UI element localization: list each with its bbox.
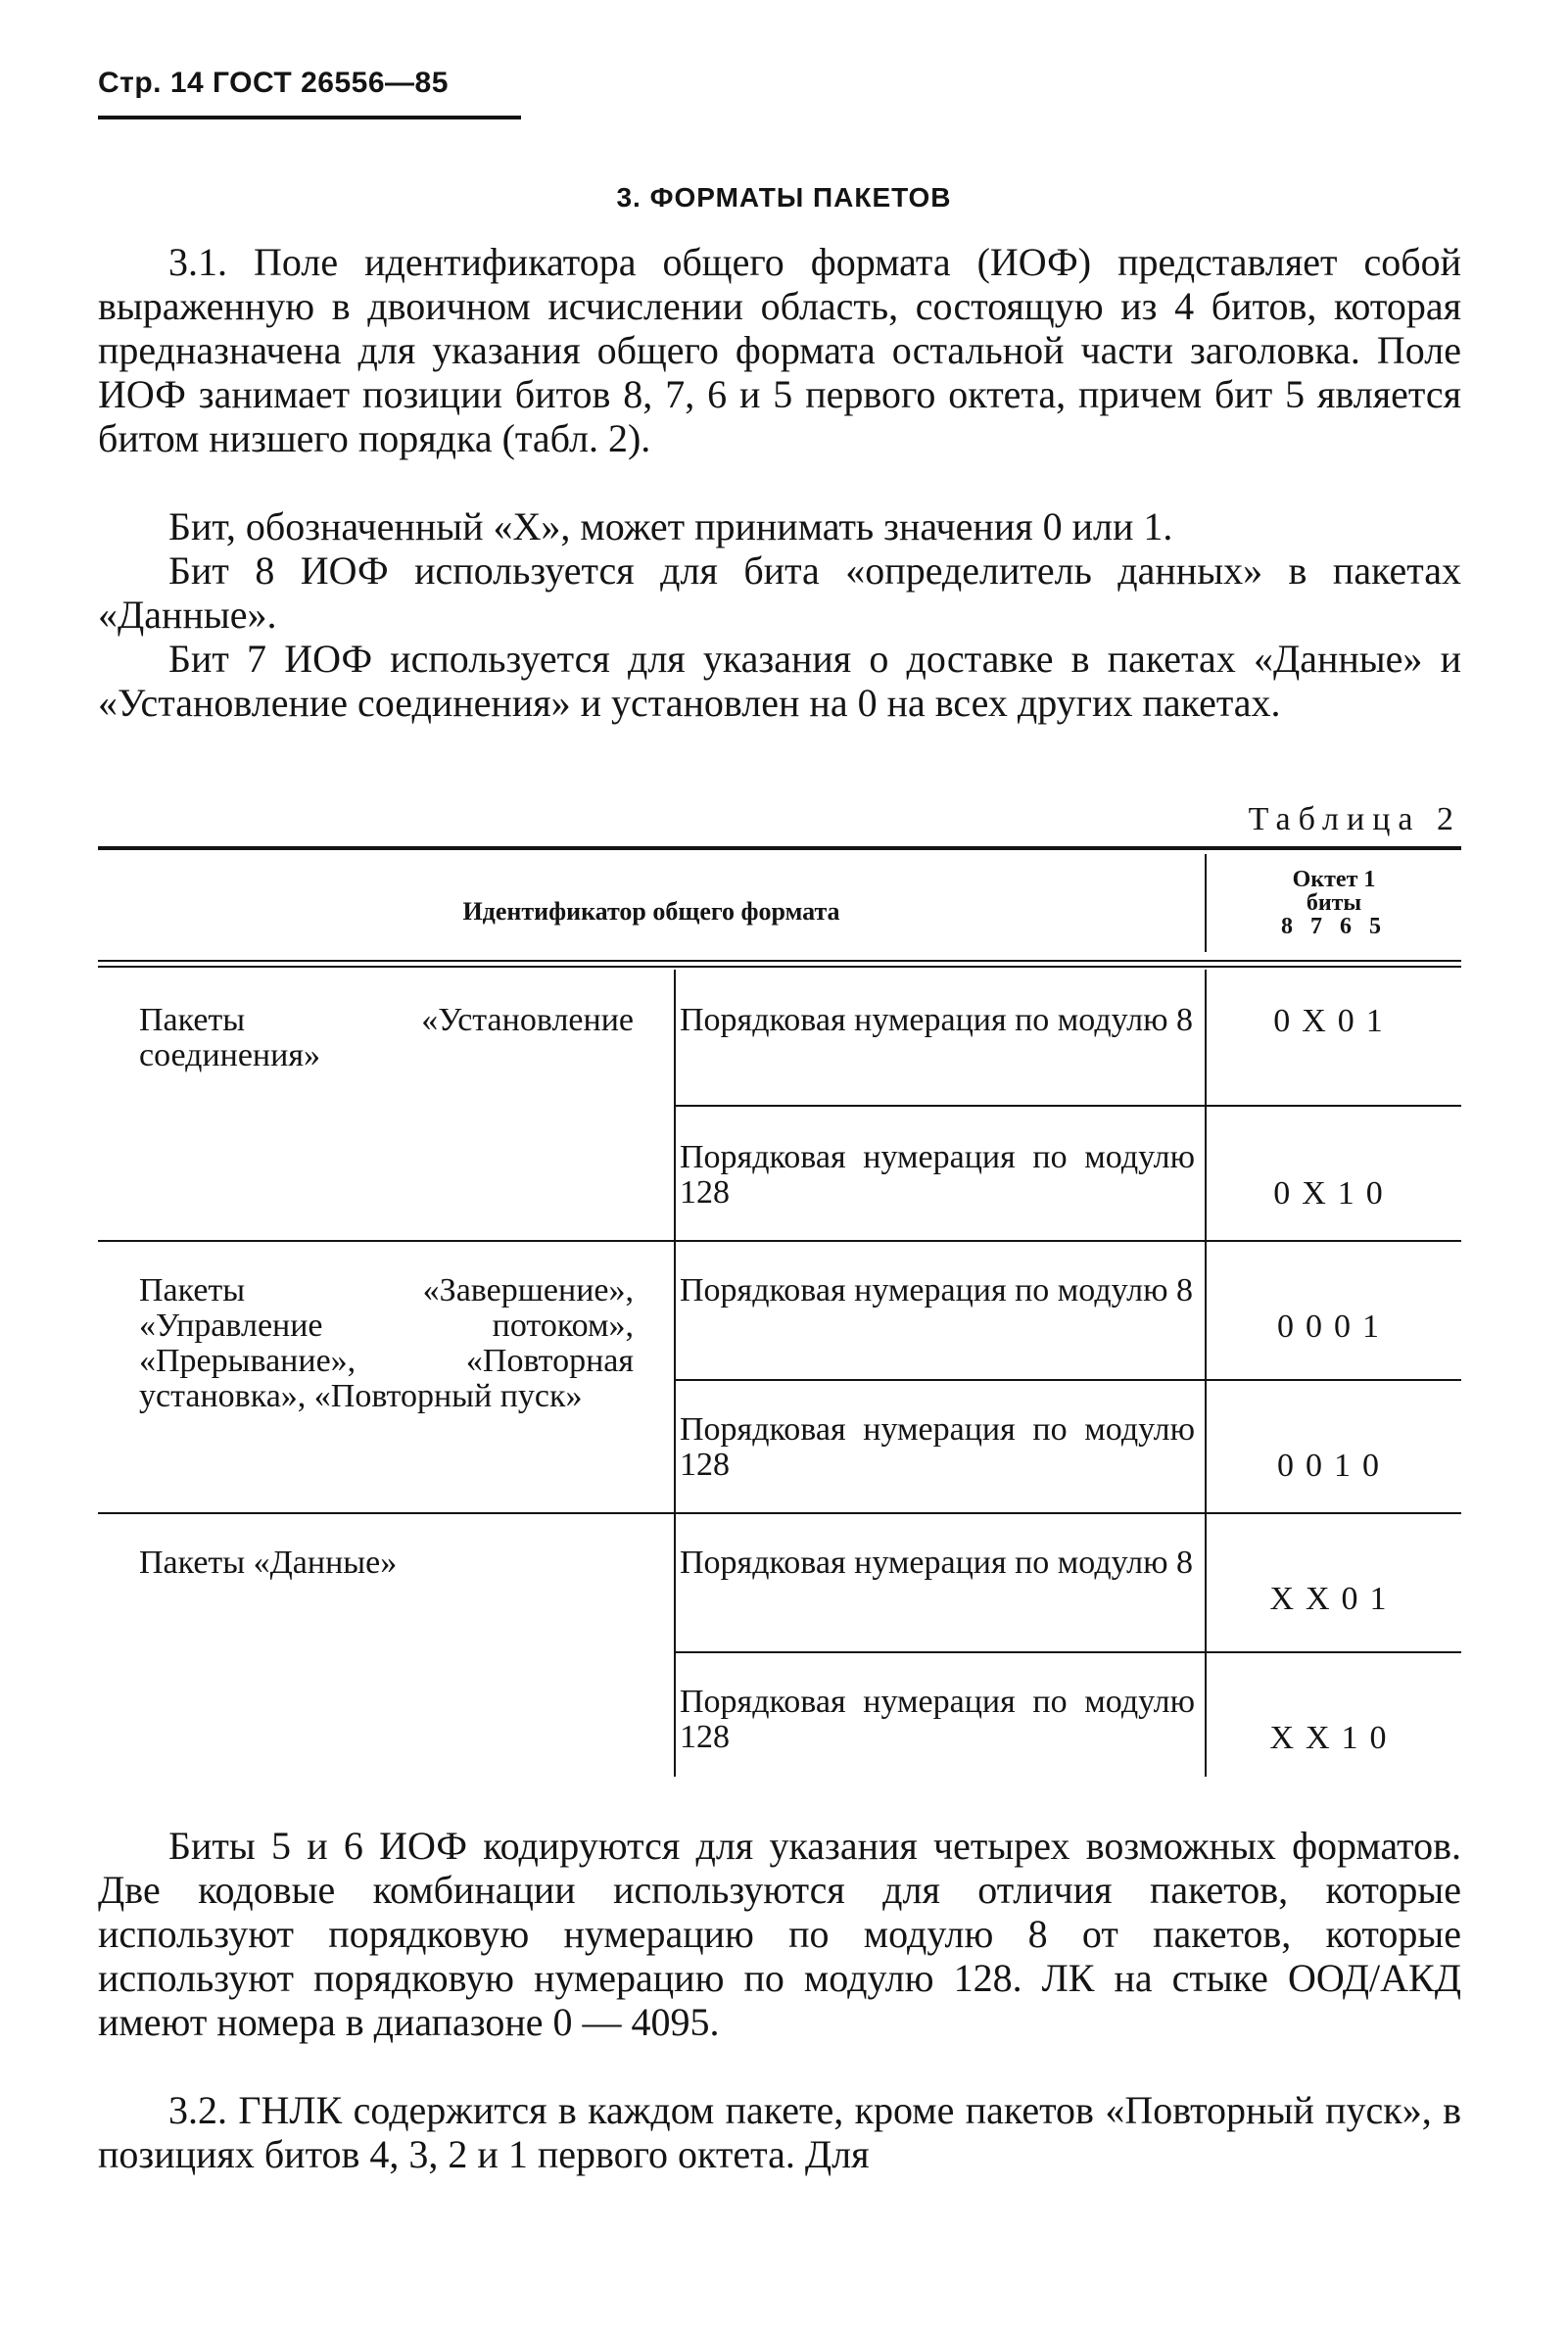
table-header-rule <box>98 960 1461 962</box>
table-header-rule-2 <box>98 966 1461 968</box>
table-header-identifier: Идентификатор общего формата <box>462 897 840 926</box>
table-vline-right <box>1205 970 1207 1777</box>
numbering-mod128-control: Порядковая нумерация по модулю 128 <box>680 1411 1195 1483</box>
octet-label: Октет 1 <box>1292 867 1376 892</box>
table-caption: Таблица 2 <box>1248 801 1461 837</box>
page-header: Стр. 14 ГОСТ 26556—85 <box>98 67 449 99</box>
code-control-mod128: 0010 <box>1277 1448 1391 1484</box>
group-label-data: Пакеты «Данные» <box>139 1545 398 1581</box>
numbering-mod128-data: Порядковая нумерация по модулю 128 <box>680 1684 1195 1755</box>
table-top-rule <box>98 846 1461 850</box>
code-connection-mod8: 0X01 <box>1273 1003 1395 1039</box>
numbering-mod8-connection: Порядковая нумерация по модулю 8 <box>680 1002 1193 1038</box>
code-connection-mod128: 0X10 <box>1273 1175 1395 1212</box>
group-label-connection: Пакеты «Установление соединения» <box>139 1002 634 1073</box>
table-group-rule-2 <box>98 1512 1461 1514</box>
table-subrow-rule-2 <box>676 1379 1461 1381</box>
paragraph-3-2: 3.2. ГНЛК содержится в каждом пакете, кроме пакетов «Повторный пуск», в позициях битов 4, 3, 2 и 1 первого октета. Для <box>98 2088 1461 2176</box>
numbering-mod128-connection: Порядковая нумерация по модулю 128 <box>680 1139 1195 1211</box>
paragraph-bit-8: Бит 8 ИОФ используется для бита «определитель данных» в пакетах «Данные». <box>98 548 1461 637</box>
paragraph-3-1: 3.1. Поле идентификатора общего формата (ИОФ) представляет собой выраженную в двоичном исчислении область, состоящую из 4 битов, которая предназначена для указания общего формата остальной части заголовка. Поле ИОФ занимает позиции битов 8, 7, 6 и 5 первого октета, причем бит 5 является битом низшего порядка (табл. 2). <box>98 240 1461 460</box>
header-rule <box>98 116 521 119</box>
code-data-mod128: XX10 <box>1269 1720 1399 1756</box>
numbering-mod8-data: Порядковая нумерация по модулю 8 <box>680 1545 1193 1581</box>
table-vline-left <box>674 970 676 1777</box>
group-label-control: Пакеты «Завершение», «Управление потоком», «Прерывание», «Повторная установка», «Повторный пуск» <box>139 1272 634 1414</box>
code-control-mod8: 0001 <box>1277 1308 1391 1345</box>
paragraph-bit-x: Бит, обозначенный «X», может принимать значения 0 или 1. <box>168 504 1173 548</box>
bits-label: биты <box>1306 890 1362 916</box>
numbering-mod8-control: Порядковая нумерация по модулю 8 <box>680 1272 1193 1308</box>
table-header-octet <box>1207 868 1461 938</box>
paragraph-bit-7: Бит 7 ИОФ используется для указания о доставке в пакетах «Данные» и «Установление соединения» и установлен на 0 на всех других пакетах. <box>98 637 1461 725</box>
table-subrow-rule-3 <box>676 1651 1461 1653</box>
bit-numbers: 8 7 6 5 <box>1281 914 1387 939</box>
code-data-mod8: XX01 <box>1269 1581 1399 1617</box>
section-title: 3. ФОРМАТЫ ПАКЕТОВ <box>616 182 952 213</box>
table-subrow-rule-1 <box>676 1105 1461 1107</box>
table-group-rule-1 <box>98 1240 1461 1242</box>
paragraph-bits-5-6: Биты 5 и 6 ИОФ кодируются для указания четырех возможных форматов. Две кодовые комбинации используются для отличия пакетов, которые используют порядковую нумерацию по модулю 8 от пакетов, которые используют порядковую нумерацию по модулю 128. ЛК на стыке ООД/АКД имеют номера в диапазоне 0 — 4095. <box>98 1824 1461 2044</box>
